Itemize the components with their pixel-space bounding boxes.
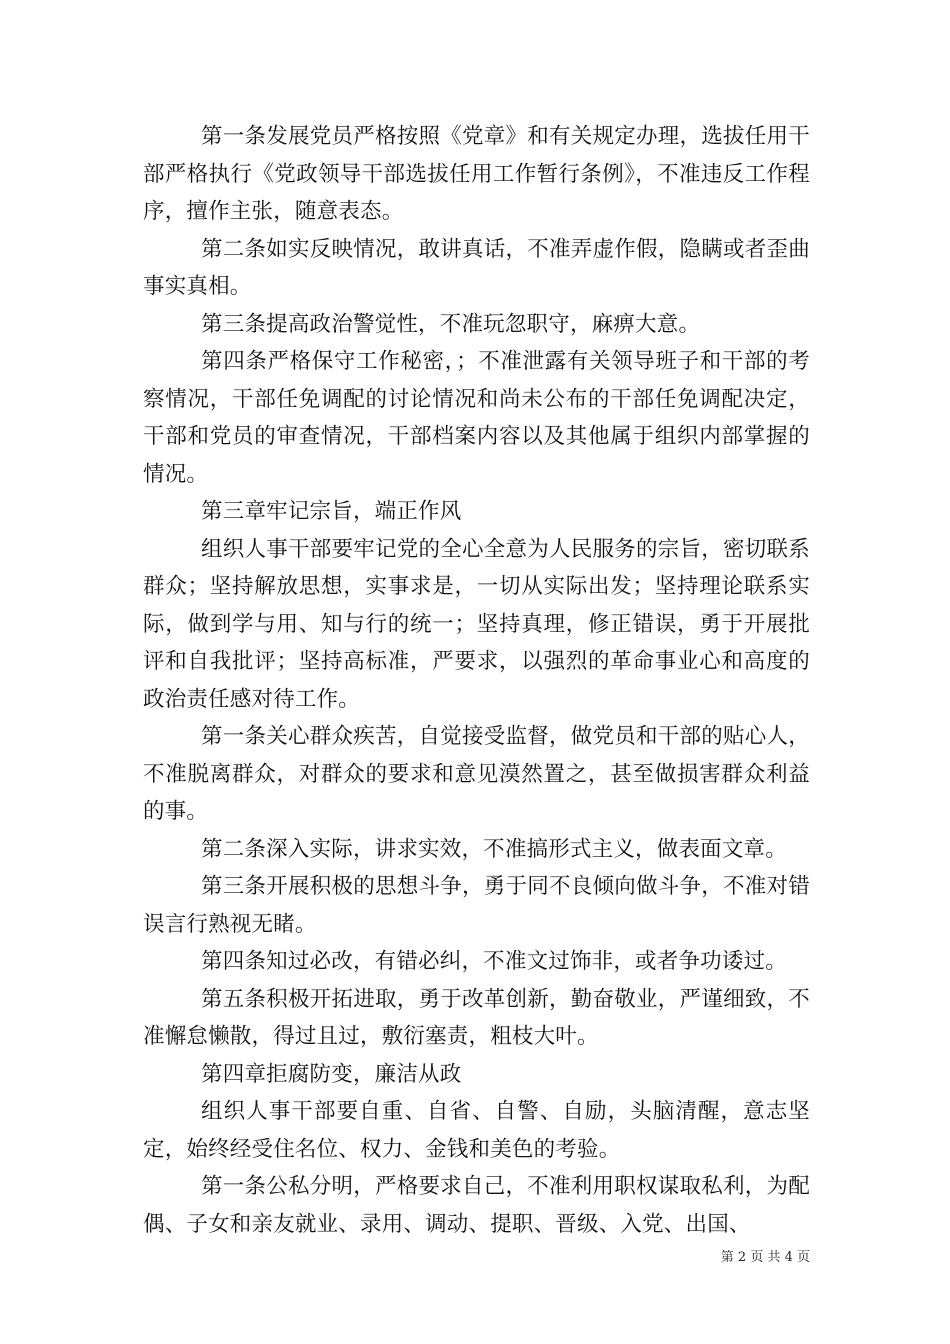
- chapter-heading: 第三章牢记宗旨，端正作风: [201, 499, 462, 524]
- page-indicator: 第 2 页 共 4 页: [720, 1250, 810, 1265]
- paragraph: 第五条积极开拓进取，勇于改革创新，勤奋敬业，严谨细致，不准懈怠懒散，得过且过，敷衍塞责，粗枝大叶。: [143, 986, 810, 1049]
- page-number-footer: [0, 1246, 810, 1265]
- chapter-heading: 第四章拒腐防变，廉洁从政: [201, 1061, 462, 1087]
- paragraph: 第一条发展党员严格按照《党章》和有关规定办理，选拔任用干部严格执行《党政领导干部选拔任用工作暂行条例》，不准违反工作程序，擅作主张，随意表态。: [143, 124, 810, 224]
- paragraph: 第二条如实反映情况，敢讲真话，不准弄虚作假，隐瞒或者歪曲事实真相。: [143, 236, 810, 299]
- paragraph: 第三条开展积极的思想斗争，勇于同不良倾向做斗争，不准对错误言行熟视无睹。: [143, 874, 810, 937]
- document-body: [143, 118, 810, 1243]
- paragraph: 第二条深入实际，讲求实效，不准搞形式主义，做表面文章。: [201, 836, 787, 862]
- paragraph: 第三条提高政治警觉性，不准玩忽职守，麻痹大意。: [201, 311, 701, 337]
- paragraph: 组织人事干部要自重、自省、自警、自励，头脑清醒，意志坚定，始终经受住名位、权力、金钱和美色的考验。: [143, 1099, 810, 1162]
- paragraph: 第一条关心群众疾苦，自觉接受监督，做党员和干部的贴心人，不准脱离群众，对群众的要求和意见漠然置之，甚至做损害群众利益的事。: [143, 724, 810, 824]
- paragraph: 第四条知过必改，有错必纠，不准文过饰非，或者争功诿过。: [201, 949, 787, 974]
- paragraph: 组织人事干部要牢记党的全心全意为人民服务的宗旨，密切联系群众；坚持解放思想，实事求是，一切从实际出发；坚持理论联系实际，做到学与用、知与行的统一；坚持真理，修正错误，勇于开展批评和自我批评；坚持高标准，严要求，以强烈的革命事业心和高度的政治责任感对待工作。: [143, 536, 810, 712]
- paragraph: 第一条公私分明，严格要求自己，不准利用职权谋取私利，为配偶、子女和亲友就业、录用、调动、提职、晋级、入党、出国、: [143, 1174, 810, 1237]
- paragraph: 第四条严格保守工作秘密，；不准泄露有关领导班子和干部的考察情况，干部任免调配的讨论情况和尚未公布的干部任免调配决定，干部和党员的审查情况，干部档案内容以及其他属于组织内部掌握的情况。: [143, 349, 810, 487]
